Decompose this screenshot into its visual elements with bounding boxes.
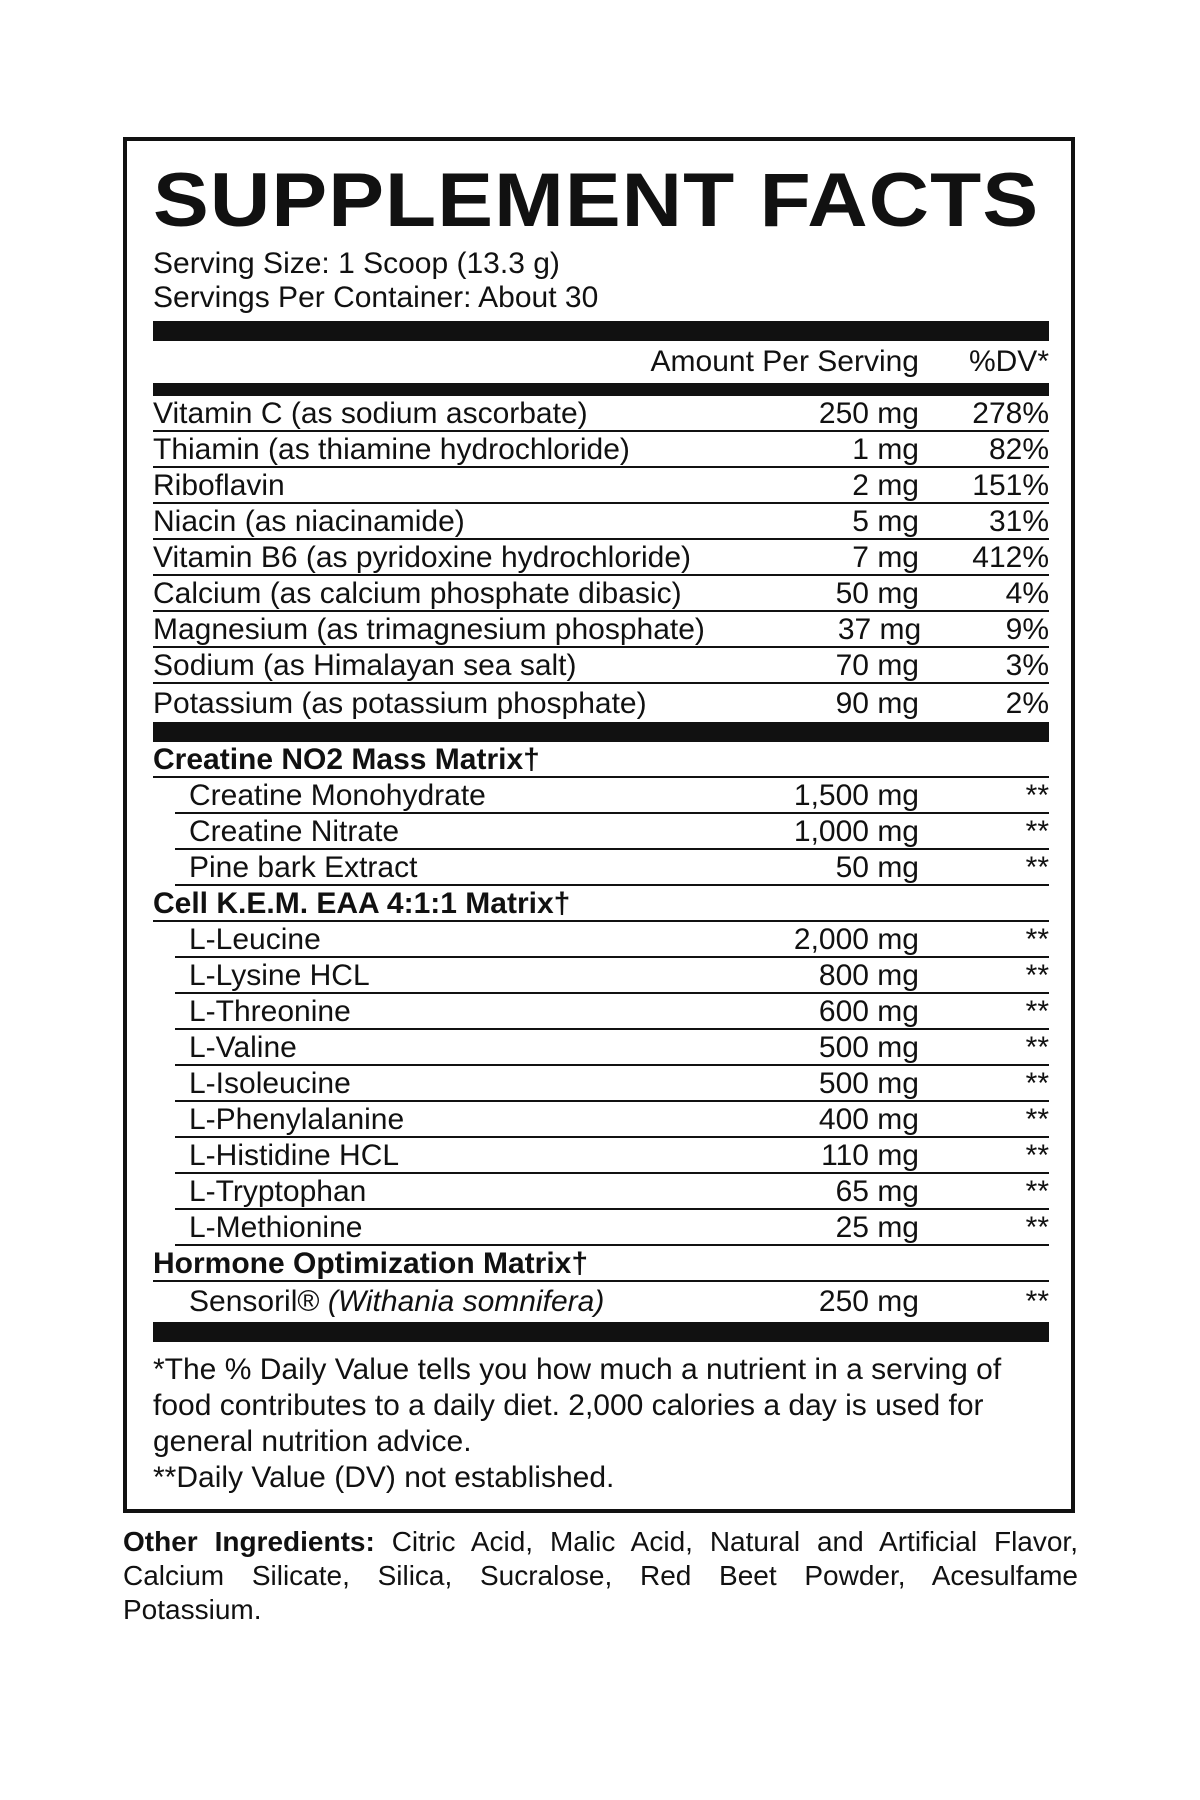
nutrient-row [153, 468, 1049, 504]
nutrient-dv: 3% [1005, 649, 1049, 682]
ingredient-name: L-Isoleucine [189, 1067, 351, 1100]
nutrient-amount: 1 mg [852, 433, 919, 466]
ingredient-row [175, 958, 1049, 994]
nutrient-name: Vitamin C (as sodium ascorbate) [153, 397, 588, 430]
ingredient-row [175, 1102, 1049, 1138]
matrix-title-hormone: Hormone Optimization Matrix† [153, 1246, 1049, 1282]
ingredient-dv: ** [1025, 1031, 1049, 1064]
ingredient-amount: 800 mg [818, 959, 919, 992]
ingredient-row [175, 1066, 1049, 1102]
ingredient-dv: ** [1025, 1285, 1049, 1318]
nutrient-row [153, 648, 1049, 684]
ingredient-row [175, 850, 1049, 886]
ingredient-name: L-Threonine [189, 995, 351, 1028]
ingredient-name: L-Phenylalanine [189, 1103, 405, 1136]
nutrient-name: Sodium (as Himalayan sea salt) [153, 649, 577, 682]
nutrient-row [153, 576, 1049, 612]
ingredient-amount: 25 mg [835, 1211, 919, 1244]
footnote [153, 1352, 1049, 1496]
ingredient-name: L-Methionine [189, 1211, 363, 1244]
thick-divider [153, 1322, 1049, 1342]
ingredient-dv: ** [1025, 851, 1049, 884]
nutrient-amount: 2 mg [852, 469, 919, 502]
ingredient-name: L-Tryptophan [189, 1175, 367, 1208]
ingredient-name: L-Leucine [189, 923, 321, 956]
nutrient-name: Vitamin B6 (as pyridoxine hydrochloride) [153, 541, 692, 574]
ingredient-dv: ** [1025, 779, 1049, 812]
nutrient-row [153, 684, 1049, 720]
ingredient-row [175, 1282, 1049, 1318]
nutrient-row [153, 504, 1049, 540]
ingredient-dv: ** [1025, 959, 1049, 992]
nutrient-dv: 31% [988, 505, 1049, 538]
nutrient-dv: 151% [972, 469, 1049, 502]
creatine-matrix-list [153, 778, 1049, 886]
ingredient-name: Sensoril® [189, 1285, 320, 1318]
nutrient-amount: 7 mg [852, 541, 919, 574]
ingredient-amount: 1,500 mg [793, 779, 919, 812]
ingredient-amount: 600 mg [818, 995, 919, 1028]
nutrient-name: Calcium (as calcium phosphate dibasic) [153, 577, 682, 610]
matrix-title-creatine: Creatine NO2 Mass Matrix† [153, 742, 1049, 778]
nutrient-amount: 250 mg [818, 397, 919, 430]
ingredient-amount: 250 mg [818, 1285, 919, 1318]
ingredient-dv: ** [1025, 815, 1049, 848]
ingredient-latin-name: (Withania somnifera) [327, 1285, 605, 1318]
ingredient-dv: ** [1025, 1139, 1049, 1172]
ingredient-row [175, 1138, 1049, 1174]
nutrient-row [153, 612, 1049, 648]
nutrient-name: Potassium (as potassium phosphate) [153, 687, 647, 720]
nutrient-dv: 4% [1005, 577, 1049, 610]
dv-header: %DV* [968, 345, 1049, 378]
ingredient-row [175, 1210, 1049, 1246]
ingredient-dv: ** [1025, 1175, 1049, 1208]
other-ingredients-label: Other Ingredients: [123, 1526, 375, 1557]
ingredient-amount: 50 mg [835, 851, 919, 884]
nutrient-row [153, 540, 1049, 576]
nutrient-row [153, 432, 1049, 468]
ingredient-dv: ** [1025, 995, 1049, 1028]
other-ingredients [123, 1525, 1078, 1627]
ingredient-name: Creatine Monohydrate [189, 779, 486, 812]
ingredient-row [175, 994, 1049, 1030]
eaa-matrix-list [153, 922, 1049, 1246]
ingredient-row [175, 814, 1049, 850]
nutrient-name: Magnesium (as trimagnesium phosphate) [153, 613, 705, 646]
ingredient-amount: 400 mg [818, 1103, 919, 1136]
serving-size: Serving Size: 1 Scoop (13.3 g) [153, 247, 560, 280]
thick-divider [153, 321, 1049, 341]
ingredient-dv: ** [1025, 1211, 1049, 1244]
ingredient-amount: 1,000 mg [793, 815, 919, 848]
ingredient-amount: 110 mg [821, 1139, 919, 1172]
other-ingredients-text: Citric Acid, Malic Acid, Natural and Artificial Flavor, Calcium Silicate, Silica, Sucralose, Red Beet Powder, Acesulfame Potassium. [123, 1526, 1078, 1625]
ingredient-name: Pine bark Extract [189, 851, 418, 884]
supplement-facts-panel [123, 137, 1075, 1513]
nutrient-name: Riboflavin [153, 469, 285, 502]
ingredient-name: L-Lysine HCL [189, 959, 370, 992]
ingredient-dv: ** [1025, 1067, 1049, 1100]
ingredient-dv: ** [1025, 923, 1049, 956]
matrix-title-eaa: Cell K.E.M. EAA 4:1:1 Matrix† [153, 886, 1049, 922]
footnote-dv-not-established: **Daily Value (DV) not established. [153, 1461, 615, 1494]
nutrient-dv: 82% [988, 433, 1049, 466]
ingredient-row [175, 1174, 1049, 1210]
nutrient-amount: 50 mg [835, 577, 919, 610]
nutrient-dv: 412% [972, 541, 1049, 574]
ingredient-name: Creatine Nitrate [189, 815, 400, 848]
nutrient-row [153, 396, 1049, 432]
nutrient-amount: 70 mg [835, 649, 919, 682]
ingredient-row [175, 922, 1049, 958]
medium-divider [153, 383, 1049, 396]
nutrient-dv: 278% [972, 397, 1049, 430]
panel-title: SUPPLEMENT FACTS [153, 158, 1040, 243]
ingredient-row [175, 778, 1049, 814]
ingredient-row [175, 1030, 1049, 1066]
nutrient-amount: 90 mg [835, 687, 919, 720]
vitamins-list [153, 396, 1049, 720]
nutrient-name: Niacin (as niacinamide) [153, 505, 465, 538]
ingredient-amount: 500 mg [818, 1067, 919, 1100]
thick-divider [153, 722, 1049, 742]
column-header-row [153, 341, 1049, 383]
nutrient-dv: 2% [1005, 687, 1049, 720]
ingredient-name: L-Valine [189, 1031, 297, 1064]
ingredient-dv: ** [1025, 1103, 1049, 1136]
nutrient-amount: 5 mg [852, 505, 919, 538]
ingredient-name: L-Histidine HCL [189, 1139, 400, 1172]
amount-per-serving-header: Amount Per Serving [650, 345, 919, 378]
nutrient-dv: 9% [1005, 613, 1049, 646]
footnote-dv-explanation: *The % Daily Value tells you how much a nutrient in a serving of food contributes to a daily diet. 2,000 calories a day is used for general nutrition advice. [153, 1353, 1002, 1458]
ingredient-amount: 2,000 mg [793, 923, 919, 956]
nutrient-amount: 37 mg [837, 613, 922, 646]
ingredient-amount: 500 mg [818, 1031, 919, 1064]
ingredient-amount: 65 mg [835, 1175, 919, 1208]
servings-per-container: Servings Per Container: About 30 [153, 281, 599, 314]
nutrient-name: Thiamin (as thiamine hydrochloride) [153, 433, 630, 466]
